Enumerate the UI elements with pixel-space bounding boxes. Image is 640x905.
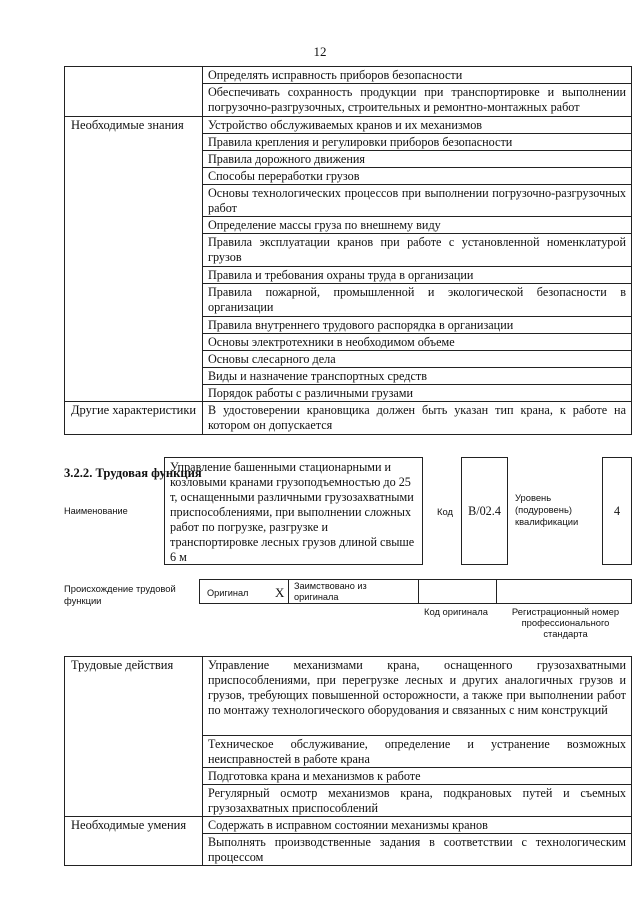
- table-row: Правила и требования охраны труда в организации: [203, 267, 632, 284]
- code-value-box: B/02.4: [461, 457, 508, 565]
- reg-number-caption: Регистрационный номер профессионального стандарта: [511, 606, 620, 639]
- table-row: Правила дорожного движения: [203, 151, 632, 168]
- table-row: Правила пожарной, промышленной и экологической безопасности в организации: [203, 284, 632, 317]
- code-label: Код: [437, 506, 453, 517]
- knowledge-table: [64, 66, 632, 435]
- code-original-caption: Код оригинала: [424, 606, 488, 617]
- section-title: 3.2.2. Трудовая функция: [64, 466, 202, 480]
- table-row: В удостоверении крановщика должен быть указан тип крана, к работе на котором он допускается: [203, 402, 632, 435]
- table-row: Управление механизмами крана, оснащенного грузозахватными приспособлениями, при перегрузке лесных и других аналогичных грузов и грузов, требующих повышенной осторожности, а также при выполнении работ по монтажу технологического оборудования и связанных с ним конструкций: [203, 657, 632, 736]
- other-characteristics-label: Другие характеристики: [65, 402, 203, 435]
- table-row: Выполнять производственные задания в соответствии с технологическим процессом: [203, 834, 632, 866]
- table-row: Виды и назначение транспортных средств: [203, 368, 632, 385]
- divider: [288, 580, 289, 604]
- actions-table: [64, 656, 632, 866]
- knowledge-label: Необходимые знания: [65, 117, 203, 402]
- table-row: Обеспечивать сохранность продукции при транспортировке и выполнении погрузочно-разгрузочных, строительных и ремонтно-монтажных работ: [203, 84, 632, 117]
- name-label: Наименование: [64, 506, 128, 516]
- origin-label: Происхождение трудовой функции: [64, 583, 176, 606]
- origin-row: [199, 579, 632, 604]
- table-row: Определение массы груза по внешнему виду: [203, 217, 632, 234]
- table-row: Порядок работы с различными грузами: [203, 385, 632, 402]
- function-name-box: Управление башенными стационарными и козловыми кранами грузоподъемностью до 25 т, оснащенными различными грузозахватными приспособлениями, при выполнении сложных работ по погрузке, разгрузке и транспортировке лесных грузов длиной свыше 6 м: [164, 457, 423, 565]
- table-row: Регулярный осмотр механизмов крана, подкрановых путей и съемных грузозахватных приспособлений: [203, 785, 632, 817]
- actions-label: Трудовые действия: [65, 657, 203, 817]
- table-row: Способы переработки грузов: [203, 168, 632, 185]
- table-row: Определять исправность приборов безопасности: [203, 67, 632, 84]
- page-number: 12: [313, 44, 327, 59]
- table-row: Основы технологических процессов при выполнении погрузочно-разгрузочных работ: [203, 185, 632, 217]
- table-row: Правила внутреннего трудового распорядка в организации: [203, 317, 632, 334]
- table-row: Основы электротехники в необходимом объеме: [203, 334, 632, 351]
- original-mark: X: [275, 585, 285, 600]
- borrowed-label: Заимствовано из оригинала: [294, 581, 367, 602]
- table-row: Правила эксплуатации кранов при работе с установленной номенклатурой грузов: [203, 234, 632, 267]
- original-label: Оригинал: [207, 588, 249, 598]
- table-row: Устройство обслуживаемых кранов и их механизмов: [203, 117, 632, 134]
- level-label: Уровень (подуровень) квалификации: [515, 492, 579, 527]
- table-cell-empty: [65, 67, 203, 117]
- divider: [496, 580, 497, 604]
- skills-label: Необходимые умения: [65, 817, 203, 866]
- table-row: Содержать в исправном состоянии механизмы кранов: [203, 817, 632, 834]
- table-row: Техническое обслуживание, определение и устранение возможных неисправностей в работе крана: [203, 736, 632, 768]
- level-value-box: 4: [602, 457, 632, 565]
- table-row: Основы слесарного дела: [203, 351, 632, 368]
- table-row: Подготовка крана и механизмов к работе: [203, 768, 632, 785]
- table-row: Правила крепления и регулировки приборов безопасности: [203, 134, 632, 151]
- divider: [418, 580, 419, 604]
